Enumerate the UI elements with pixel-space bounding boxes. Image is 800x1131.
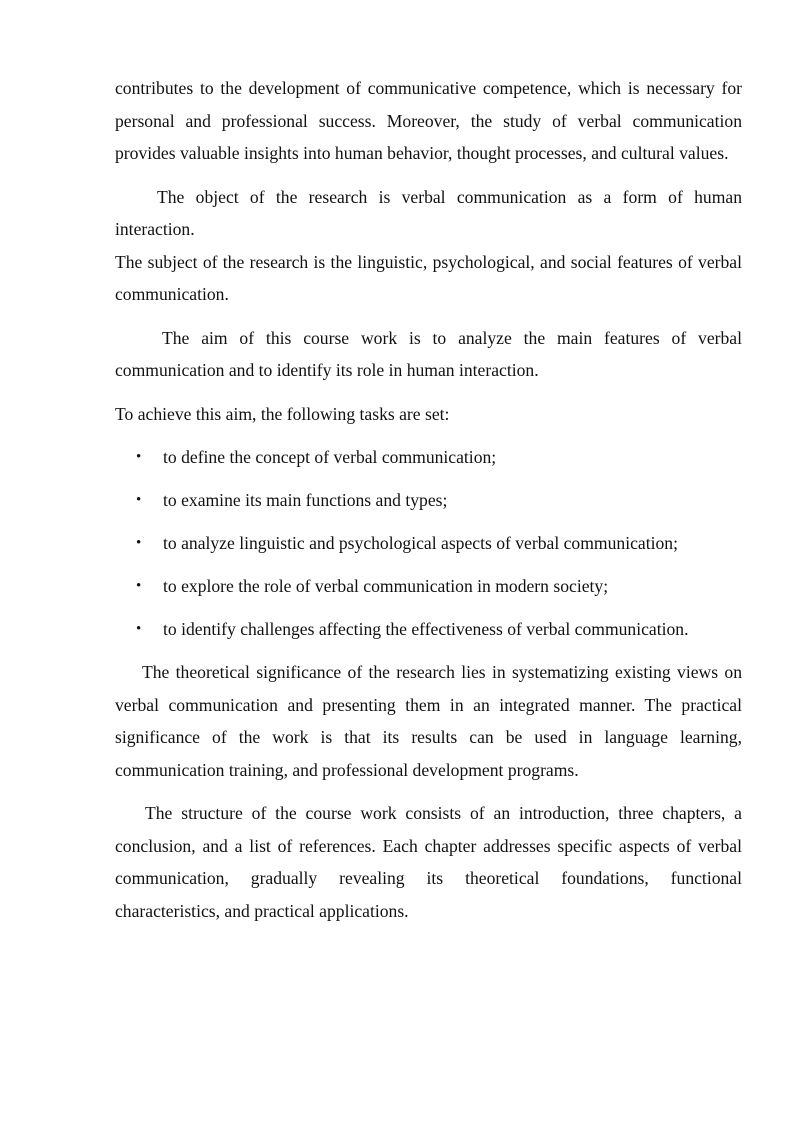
paragraph-significance: The theoretical significance of the research lies in systematizing existing views on verbal communication and presenting them in an integrated manner. The practical significance of the work is that its results can be used in language learning, communication training, and professional development programs. (115, 662, 742, 780)
bullet-icon: • (136, 449, 142, 465)
task-text: to identify challenges affecting the effectiveness of verbal communication. (163, 619, 689, 639)
task-text: to analyze linguistic and psychological aspects of verbal communication; (163, 533, 678, 553)
paragraph-research-subject: The subject of the research is the linguistic, psychological, and social features of verbal communication. (115, 251, 742, 304)
bullet-icon: • (136, 621, 142, 637)
list-item (115, 441, 742, 474)
task-text: to explore the role of verbal communication in modern society; (163, 576, 609, 596)
bullet-icon: • (136, 492, 142, 508)
task-text: to define the concept of verbal communication; (163, 447, 497, 467)
bullet-icon: • (136, 578, 142, 594)
page-body (115, 72, 742, 927)
list-item (115, 484, 742, 517)
paragraph-tasks-intro: To achieve this aim, the following tasks are set: (115, 403, 450, 424)
paragraph-research-object: The object of the research is verbal communication as a form of human interaction. (115, 186, 742, 239)
tasks-list (115, 441, 742, 646)
paragraph-competence: contributes to the development of communicative competence, which is necessary for personal and professional success. Moreover, the study of verbal communication provides valuable insights into human behavior, thought processes, and cultural values. (115, 78, 742, 163)
paragraph-structure: The structure of the course work consists of an introduction, three chapters, a conclusion, and a list of references. Each chapter addresses specific aspects of verbal communication, gradually revealing its theoretical foundations, functional characteristics, and practical applications. (115, 803, 742, 921)
list-item (115, 527, 742, 560)
paragraph-research-aim: The aim of this course work is to analyze the main features of verbal communication and to identify its role in human interaction. (115, 327, 742, 380)
list-item (115, 570, 742, 603)
task-text: to examine its main functions and types; (163, 490, 448, 510)
list-item (115, 613, 742, 646)
bullet-icon: • (136, 535, 142, 551)
